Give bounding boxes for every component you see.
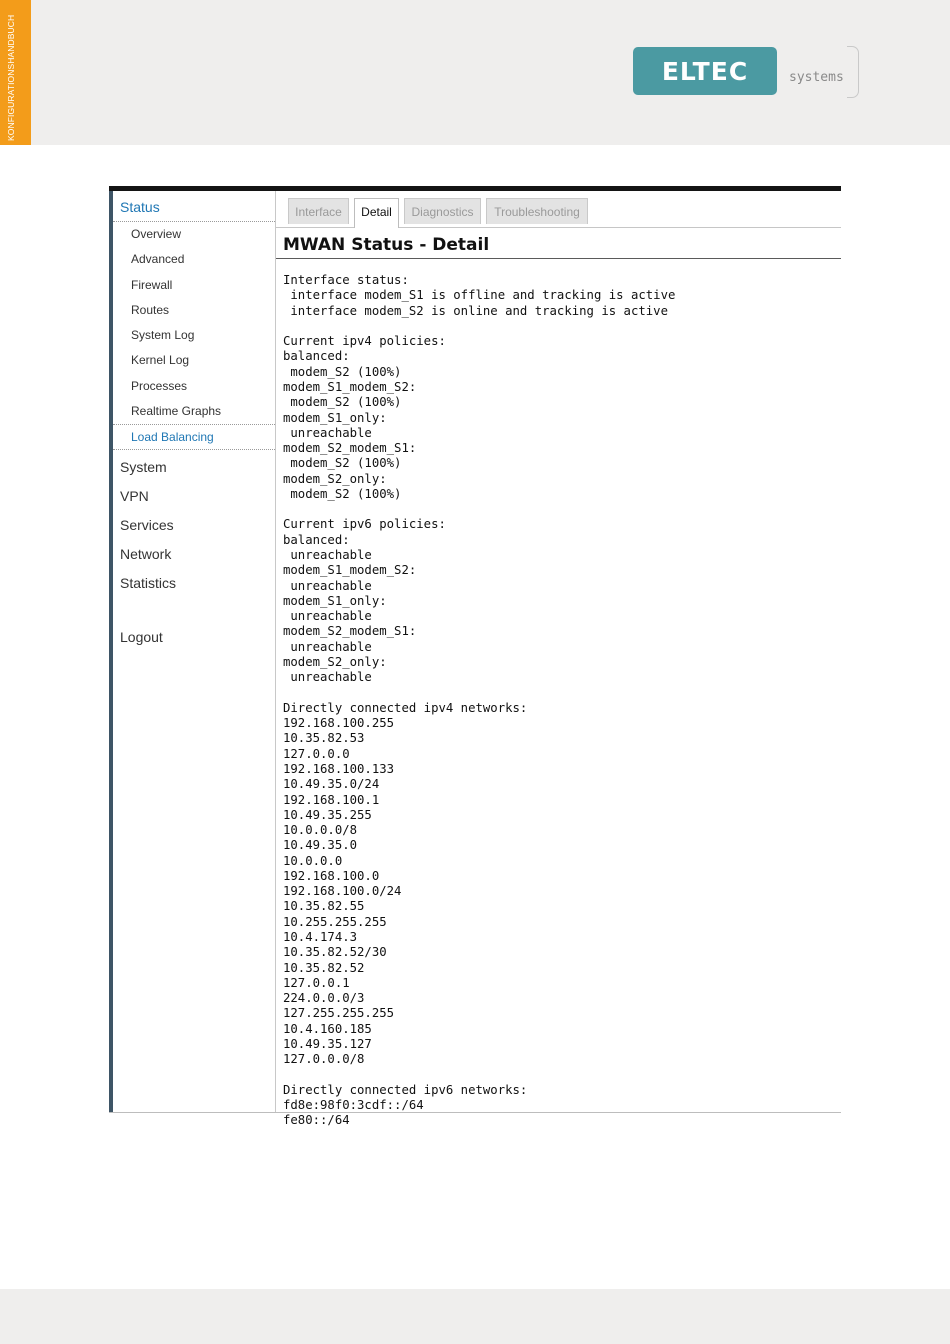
output-line: Current ipv6 policies: [283,517,446,532]
output-line: modem_S2 (100%) [283,395,402,410]
status-submenu [113,222,275,450]
output-line: balanced: [283,349,350,364]
output-line: modem_S1_only: [283,410,387,425]
output-line: 224.0.0.0/3 [283,991,365,1006]
title-divider [276,258,841,259]
output-line: 192.168.100.0/24 [283,884,402,899]
chapter-side-tab [0,0,31,145]
output-line: unreachable [283,425,372,440]
output-line: 192.168.100.0 [283,868,380,883]
output-line: 192.168.100.255 [283,716,395,731]
output-line: balanced: [283,532,350,547]
tab-diagnostics[interactable]: Diagnostics [404,198,481,224]
output-blank-line [283,1068,675,1083]
output-line: modem_S1_modem_S2: [283,563,417,578]
output-line: 10.35.82.53 [283,731,365,746]
output-line: modem_S1_only: [283,593,387,608]
output-line: 127.255.255.255 [283,1006,395,1021]
output-line: fd8e:98f0:3cdf::/64 [283,1098,424,1113]
output-line: modem_S2_only: [283,655,387,669]
output-line: fe80::/64 [283,1113,350,1128]
output-line: unreachable [283,578,372,593]
document-header [0,0,950,145]
output-line: 127.0.0.0 [283,746,350,761]
output-line: modem_S1_modem_S2: [283,379,417,394]
luci-screenshot [109,186,841,1128]
output-blank-line [283,502,675,517]
output-line: modem_S2 (100%) [283,456,402,471]
sidebar-subitem-system-log[interactable]: System Log [131,328,195,343]
sidebar-subitem-kernel-log[interactable]: Kernel Log [131,353,190,368]
sidebar-subitem-processes[interactable]: Processes [131,378,188,393]
sidebar-subitem-routes[interactable]: Routes [131,302,170,317]
output-line: interface modem_S2 is online and tracking is active [283,303,668,318]
output-line: modem_S2 (100%) [283,364,402,379]
sidebar-subitem-firewall[interactable]: Firewall [131,277,173,292]
sidebar-item-services[interactable]: Services [120,517,174,534]
output-line: Directly connected ipv4 networks: [283,700,528,715]
output-line: interface modem_S1 is offline and tracking is active [283,288,676,303]
sidebar-subitem-overview[interactable]: Overview [131,227,182,241]
output-line: modem_S2_only: [283,471,387,486]
output-line: 10.35.82.52 [283,960,365,975]
chapter-side-label: KONFIGURATIONSHANDBUCH [6,14,16,141]
tab-bar [276,191,841,228]
output-line: Directly connected ipv6 networks: [283,1082,528,1097]
output-line: unreachable [283,639,372,654]
eltec-logo: ELTEC [633,47,777,95]
output-line: 10.49.35.255 [283,807,372,822]
output-line: 10.0.0.0/8 [283,823,358,838]
output-line: modem_S2_modem_S1: [283,441,417,456]
output-line: 192.168.100.133 [283,761,395,776]
output-blank-line [283,686,675,701]
output-line: modem_S2 (100%) [283,486,402,501]
tab-interface[interactable]: Interface [288,198,349,224]
logo-bracket [847,46,859,98]
output-line: Current ipv4 policies: [283,334,446,349]
logo-subtitle: systems [789,70,844,85]
output-line: 10.49.35.127 [283,1037,372,1052]
tab-troubleshooting[interactable]: Troubleshooting [486,198,588,224]
sidebar-item-statistics[interactable]: Statistics [120,575,177,592]
output-line: 10.35.82.52/30 [283,945,387,960]
output-line: modem_S2_modem_S1: [283,624,417,639]
output-line: unreachable [283,548,372,563]
page-title: MWAN Status - Detail [283,235,490,255]
tab-detail[interactable]: Detail [354,198,399,228]
output-line: 10.49.35.0/24 [283,777,380,792]
main-content [276,191,841,1128]
sidebar-subitem-load-balancing[interactable]: Load Balancing [113,424,275,450]
sidebar-item-network[interactable]: Network [120,546,172,563]
output-line: 10.35.82.55 [283,899,365,914]
document-footer [0,1289,950,1344]
output-line: 10.255.255.255 [283,914,387,929]
sidebar-item-logout[interactable]: Logout [120,629,163,646]
output-line: unreachable [283,609,372,624]
output-line: 127.0.0.0/8 [283,1052,365,1067]
output-blank-line [283,319,675,334]
sidebar-menu [113,191,276,1112]
output-line: 10.0.0.0 [283,853,343,868]
sidebar-item-vpn[interactable]: VPN [120,488,149,505]
sidebar-item-system[interactable]: System [120,459,167,476]
mwan-detail-output [283,273,675,1129]
output-line: 192.168.100.1 [283,792,380,807]
output-line: Interface status: [283,273,409,287]
sidebar-subitem-realtime-graphs[interactable]: Realtime Graphs [131,404,222,419]
output-line: 10.4.174.3 [283,930,358,945]
output-line: unreachable [283,670,372,685]
output-line: 10.4.160.185 [283,1021,372,1036]
sidebar-subitem-advanced[interactable]: Advanced [131,252,185,267]
output-line: 127.0.0.1 [283,975,350,990]
sidebar-item-status[interactable]: Status [113,191,275,222]
output-line: 10.49.35.0 [283,838,358,853]
